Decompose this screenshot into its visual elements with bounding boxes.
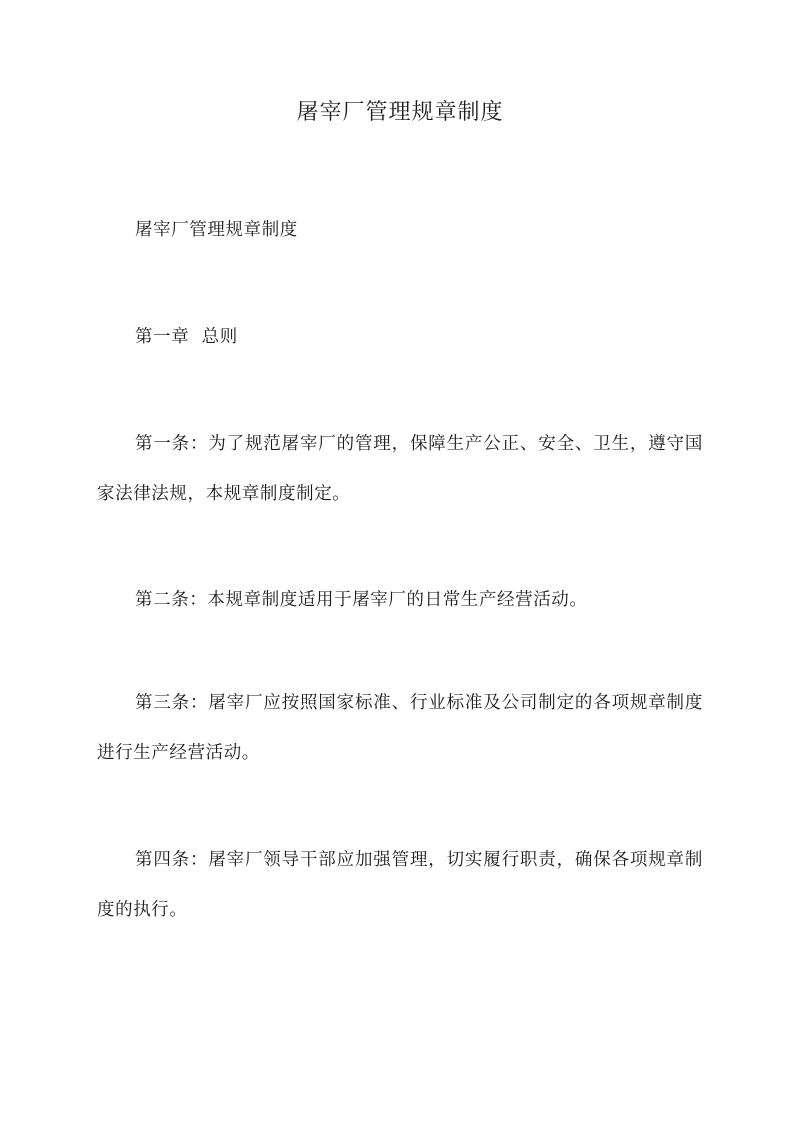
- article-1: 第一条：为了规范屠宰厂的管理，保障生产公正、安全、卫生，遵守国家法律法规，本规章制度制定。: [97, 434, 703, 504]
- document-title: 屠宰厂管理规章制度: [296, 100, 504, 125]
- article-3: 第三条：屠宰厂应按照国家标准、行业标准及公司制定的各项规章制度进行生产经营活动。: [97, 693, 703, 763]
- article-2: 第二条：本规章制度适用于屠宰厂的日常生产经营活动。: [135, 590, 588, 610]
- document-subtitle: 屠宰厂管理规章制度: [135, 220, 298, 240]
- chapter-heading: 第一章 总则: [135, 327, 238, 347]
- article-4: 第四条：屠宰厂领导干部应加强管理，切实履行职责，确保各项规章制度的执行。: [97, 850, 703, 920]
